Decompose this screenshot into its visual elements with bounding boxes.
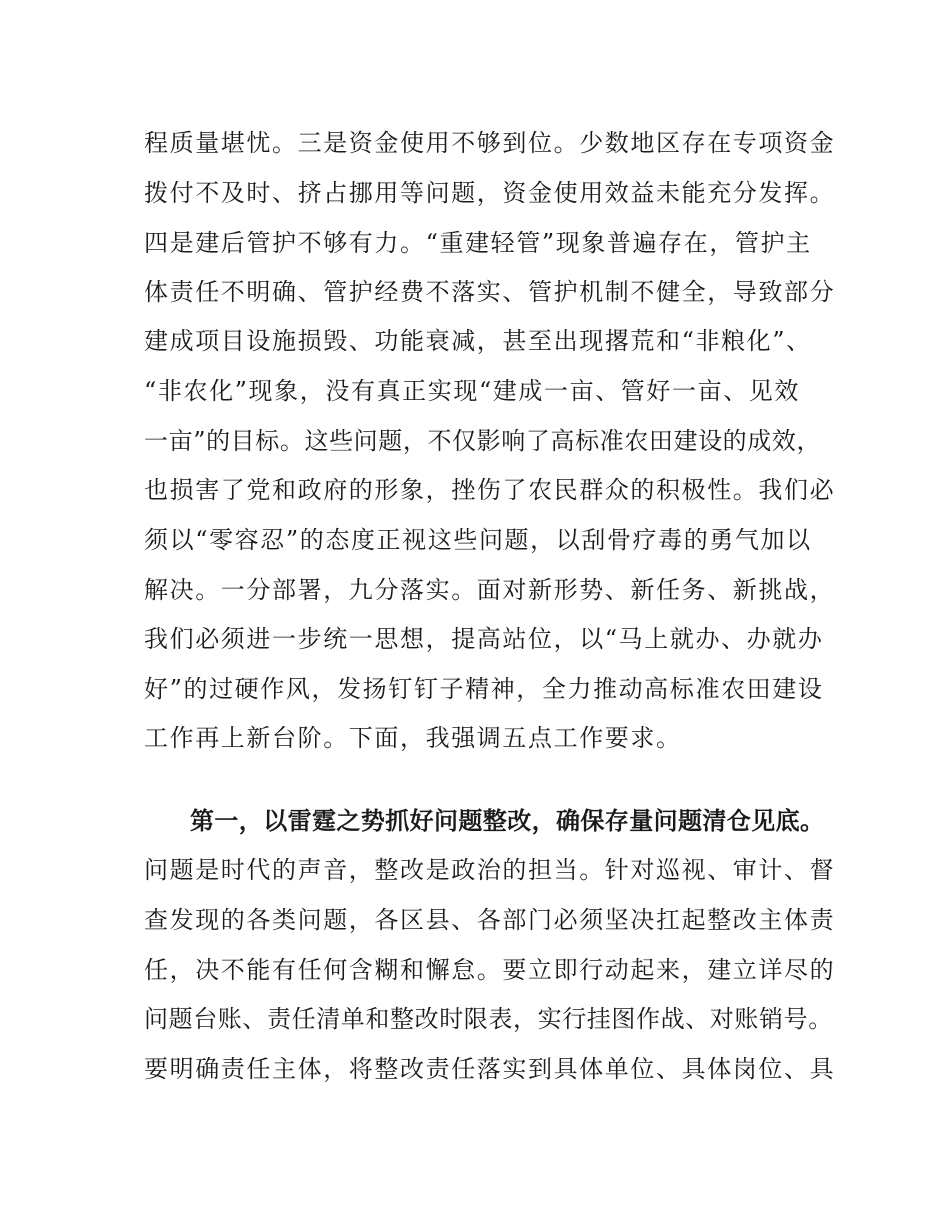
body-text-line: “非农化”现象，没有真正实现“建成一亩、管好一亩、见效: [144, 377, 801, 405]
body-text-line: 问题是时代的声音，整改是政治的担当。针对巡视、审计、督: [144, 856, 836, 884]
body-text-line: 问题台账、责任清单和整改时限表，实行挂图作战、对账销号。: [144, 1005, 833, 1033]
body-text-line: 拨付不及时、挤占挪用等问题，资金使用效益未能充分发挥。: [144, 179, 836, 207]
body-text-line: 体责任不明确、管护经费不落实、管护机制不健全，导致部分: [144, 278, 836, 306]
body-text-line: 须以“零容忍”的态度正视这些问题，以刮骨疗毒的勇气加以: [144, 526, 812, 554]
body-text-line: 我们必须进一步统一思想，提高站位，以“马上就办、办就办: [144, 625, 824, 653]
body-text-line: 一亩”的目标。这些问题，不仅影响了高标准农田建设的成效，: [144, 427, 822, 455]
body-text-line: 也损害了党和政府的形象，挫伤了农民群众的积极性。我们必: [144, 476, 836, 504]
body-text-line: 好”的过硬作风，发扬钉钉子精神，全力推动高标准农田建设: [144, 675, 824, 703]
body-text-line: 要明确责任主体，将整改责任落实到具体单位、具体岗位、具: [144, 1055, 836, 1083]
body-text-line: 任，决不能有任何含糊和懈怠。要立即行动起来，建立详尽的: [144, 956, 836, 984]
body-text-line: 工作再上新台阶。下面，我强调五点工作要求。: [144, 724, 682, 752]
body-text-line: 查发现的各类问题，各区县、各部门必须坚决扛起整改主体责: [144, 906, 836, 934]
body-text-line: 程质量堪忧。三是资金使用不够到位。少数地区存在专项资金: [144, 129, 836, 157]
body-text-line: 建成项目设施损毁、功能衰减，甚至出现撂荒和“非粮化”、: [144, 327, 812, 355]
section-heading: 第一，以雷霆之势抓好问题整改，确保存量问题清仓见底。: [190, 807, 825, 835]
body-text-line: 四是建后管护不够有力。“重建轻管”现象普遍存在，管护主: [144, 229, 812, 257]
body-text-line: 解决。一分部署，九分落实。面对新形势、新任务、新挑战，: [144, 576, 836, 604]
